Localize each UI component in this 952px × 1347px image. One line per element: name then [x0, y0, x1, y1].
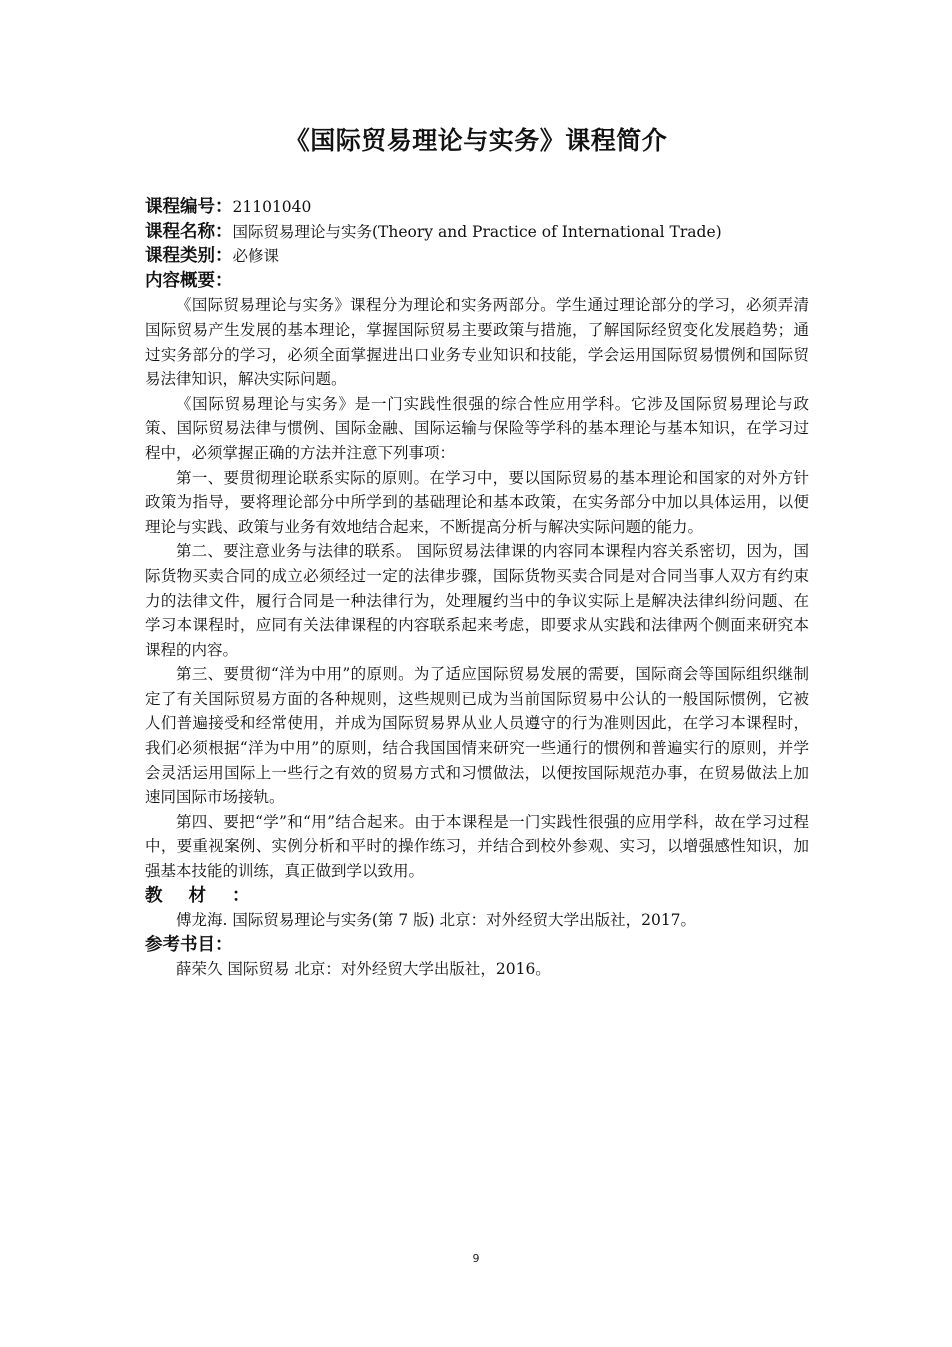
page-title: 《国际贸易理论与实务》课程简介: [284, 126, 668, 155]
course-name-label: 课程名称：: [145, 221, 233, 242]
overview-paragraph: 第二、要注意业务与法律的联系。 国际贸易法律课的内容同本课程内容关系密切，因为，国际货物买卖合同的成立必须经过一定的法律步骤，国际货物买卖合同是对合同当事人双方有约束力的法律文件，履行合同是一种法律行为，处理履约当中的争议实际上是解决法律纠纷问题、在学习本课程时，应同有关法律课程的内容联系起来考虑，即要求从实践和法律两个侧面来研究本课程的内容。: [145, 542, 809, 659]
course-type-value: 必修课: [232, 247, 280, 266]
overview-paragraph: 第三、要贯彻“洋为中用”的原则。为了适应国际贸易发展的需要，国际商会等国际组织继制定了有关国际贸易方面的各种规则，这些规则已成为当前国际贸易中公认的一般国际惯例，它被人们普遍接受和经常使用，并成为国际贸易界从业人员遵守的行为准则因此，在学习本课程时，我们必须根据“洋为中用”的原则，结合我国国情来研究一些通行的惯例和普遍实行的原则，并学会灵活运用国际上一些行之有效的贸易方式和习惯做法，以便按国际规范办事，在贸易做法上加速同国际市场接轨。: [145, 665, 809, 807]
overview-heading: 内容概要：: [145, 270, 233, 291]
textbook-heading-row: [145, 884, 809, 909]
textbook-heading: 教材：: [145, 885, 276, 906]
overview-heading-row: [145, 269, 809, 294]
course-type-row: [145, 244, 809, 269]
overview-paragraph: 《国际贸易理论与实务》课程分为理论和实务两部分。学生通过理论部分的学习，必须弄清国际贸易产生发展的基本理论，掌握国际贸易主要政策与措施，了解国际经贸变化发展趋势；通过实务部分的学习，必须全面掌握进出口业务专业知识和技能，学会运用国际贸易惯例和国际贸易法律知识，解决实际问题。: [145, 296, 809, 389]
overview-paragraph: 第四、要把“学”和“用”结合起来。由于本课程是一门实践性很强的应用学科，故在学习过程中，要重视案例、实例分析和平时的操作练习，并结合到校外参观、实习，以增强感性知识，加强基本技能的训练，真正做到学以致用。: [145, 812, 809, 881]
course-code-row: [145, 195, 809, 220]
document-body: [145, 195, 809, 982]
course-code-label: 课程编号：: [145, 197, 233, 217]
reference-entry: 薛荣久 国际贸易 北京：对外经贸大学出版社，2016。: [176, 960, 551, 979]
course-type-label: 课程类别：: [145, 246, 233, 267]
overview-paragraph: 第一、要贯彻理论联系实际的原则。在学习中，要以国际贸易的基本理论和国家的对外方针政策为指导，要将理论部分中所学到的基础理论和基本政策，在实务部分中加以具体运用，以便理论与实践、政策与业务有效地结合起来，不断提高分析与解决实际问题的能力。: [145, 468, 809, 536]
reference-heading-row: [145, 933, 809, 958]
course-code-value: 21101040: [232, 198, 312, 216]
page-number: 9: [472, 1252, 480, 1265]
overview-paragraph: 《国际贸易理论与实务》是一门实践性很强的综合性应用学科。它涉及国际贸易理论与政策、国际贸易法律与惯例、国际金融、国际运输与保险等学科的基本理论与基本知识，在学习过程中，必须掌握正确的方法并注意下列事项：: [145, 394, 809, 462]
course-name-row: [145, 220, 809, 245]
reference-heading: 参考书目：: [145, 934, 233, 955]
textbook-entry: 傅龙海. 国际贸易理论与实务(第 7 版) 北京：对外经贸大学出版社，2017。: [176, 911, 697, 930]
course-name-value: 国际贸易理论与实务(Theory and Practice of International Trade): [232, 222, 722, 241]
